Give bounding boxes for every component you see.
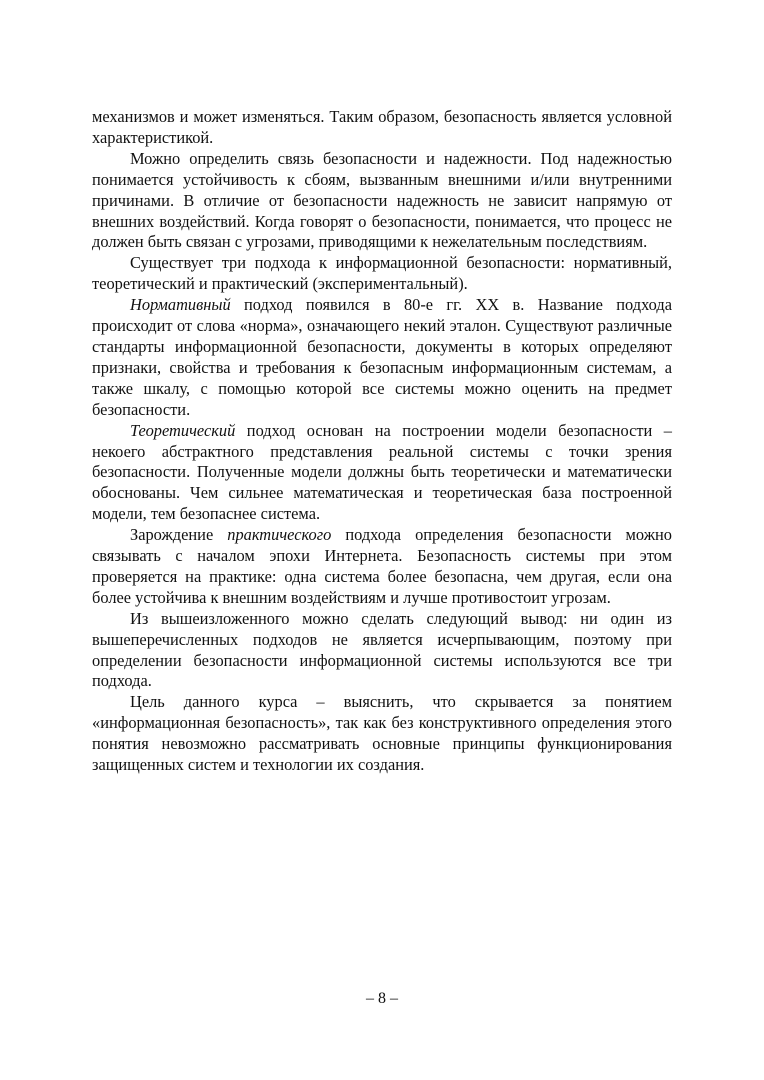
paragraph (92, 295, 672, 420)
paragraph-text: подход появился в 80-е гг. XX в. Название подхода происходит от слова «норма», означающего некий эталон. Существуют различные стандарты информационной безопасности, документы в которых определяют признаки, свойства и требования к безопасным информационным системам, а также шкалу, с помощью которой все системы можно оценить на предмет безопасности. (92, 295, 672, 419)
paragraph-text: Цель данного курса – выяснить, что скрывается за понятием «информационная безопасность», так как без конструктивного определения этого понятия невозможно рассматривать основные принципы функционирования защищенных систем и технологии их создания. (92, 692, 672, 775)
paragraph-text: подхода определения безопасности можно связывать с началом эпохи Интернета. Безопасность системы при этом проверяется на практике: одна система более безопасна, чем другая, если она более устойчива к внешним воздействиям и лучше противостоит угрозам. (92, 525, 672, 607)
paragraph (92, 421, 672, 526)
paragraph (92, 525, 672, 609)
paragraph (92, 149, 672, 254)
paragraph-text: механизмов и может изменяться. Таким образом, безопасность является условной характеристикой. (92, 107, 672, 147)
page-number: – 8 – (366, 990, 398, 1007)
paragraph-text: Можно определить связь безопасности и надежности. Под надежностью понимается устойчивость к сбоям, вызванным внешними и/или внутренними причинами. В отличие от безопасности надежность не зависит напрямую от внешних воздействий. Когда говорят о безопасности, понимается, что процесс не должен быть связан с угрозами, приводящими к нежелательным последствиям. (92, 148, 672, 252)
paragraph-text: Существует три подхода к информационной безопасности: нормативный, теоретический и практический (экспериментальный). (92, 253, 672, 294)
paragraph-text-start: Зарождение (130, 525, 228, 545)
paragraph (92, 107, 672, 149)
paragraph (92, 609, 672, 693)
paragraph-text: Из вышеизложенного можно сделать следующий вывод: ни один из вышеперечисленных подходов не является исчерпывающим, поэтому при определении безопасности информационной системы используются все три подхода. (92, 608, 672, 691)
document-body (92, 107, 672, 776)
italic-term: Теоретический (130, 420, 236, 440)
paragraph (92, 692, 672, 776)
paragraph-text: подход основан на построении модели безопасности – некоего абстрактного представления реальной системы с точки зрения безопасности. Полученные модели должны быть теоретически и математически обоснованы. Чем сильнее математическая и теоретическая база построенной модели, тем безопаснее система. (92, 420, 672, 524)
italic-term: практического (227, 525, 332, 545)
paragraph (92, 253, 672, 295)
italic-term: Нормативный (130, 295, 231, 315)
